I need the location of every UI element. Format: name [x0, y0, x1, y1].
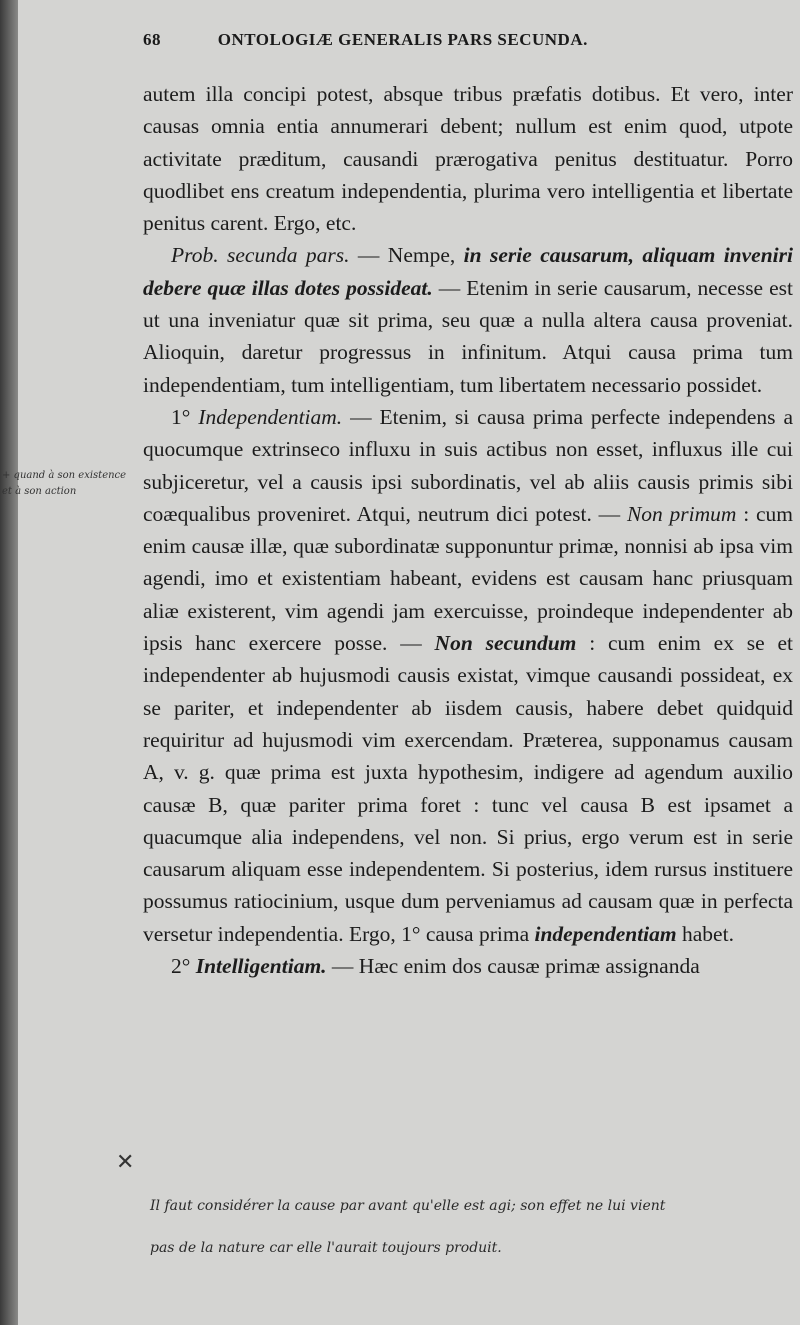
text-run: in serie causarum, aliquam inveniri debere quæ illas dotes possideat. — [143, 243, 793, 300]
handwritten-line: Il faut considérer la cause par avant qu'elle est agi; son effet ne lui vient — [150, 1198, 666, 1214]
margin-annotation — [2, 468, 152, 500]
text-run: — Nempe, — [349, 243, 464, 268]
paragraph — [143, 401, 793, 950]
text-run: Non primum — [626, 501, 737, 526]
book-page — [18, 0, 800, 1325]
body-text — [143, 78, 793, 982]
paragraph — [143, 78, 793, 239]
book-gutter — [0, 0, 18, 1325]
text-run: : cum enim causæ illæ, quæ subordinatæ supponuntur primæ, nonnisi ab ipsa vim agendi, imo et existentiam habeant, evidens est causam hanc priusquam aliæ existerent, vim agendi jam exercuisse, proindeque independenter ab ipsis hanc exercere posse. — — [143, 501, 793, 656]
text-run: Prob. secunda pars. — [171, 243, 350, 268]
text-run: 1° — [171, 404, 199, 429]
text-run: Intelligentiam. — [195, 954, 327, 979]
text-run: — Etenim, si causa prima perfecte independens a quocumque extrinseco influxu in suis actibus non esset, influxus ille cui subjiceretur, vel a causis ipsi subordinatis, vel ab aliis causis primis sibi coæqualibus proveniret. Atqui, neutrum dici potest. — — [143, 404, 793, 526]
margin-note-line: et à son action — [2, 486, 77, 497]
paragraph — [143, 950, 793, 982]
handwritten-x-mark: ✕ — [116, 1150, 135, 1175]
paragraph — [143, 239, 793, 400]
handwritten-line: pas de la nature car elle l'aurait toujours produit. — [150, 1240, 502, 1256]
text-run: — Hæc enim dos causæ primæ assignanda — [326, 954, 700, 979]
text-run: independentiam — [534, 921, 677, 946]
running-title: ONTOLOGIÆ GENERALIS PARS SECUNDA. — [217, 30, 588, 49]
text-run: Non secundum — [434, 631, 577, 656]
handwritten-footnote — [150, 1185, 790, 1269]
running-header — [143, 30, 793, 50]
text-run: : cum enim ex se et independenter ab hujusmodi causis existat, vimque causandi possideat, ex se pariter, et independenter ab iisdem causis, habere debet quidquid requiritur ad hujusmodi vim exercendam. Præterea, supponamus causam A, v. g. quæ prima est juxta hypothesim, indigere ad agendum auxilio causæ B, quæ pariter prima foret : tunc vel causa B est ipsamet a quacumque alia independens, vel non. Si prius, ergo verum est in serie causarum aliquam esse independentem. Si posterius, idem rursus instituere possumus ratiocinium, usque dum perveniamus ad causam quæ in perfecta versetur independentia. Ergo, 1° causa prima — [143, 631, 794, 946]
text-run: autem illa concipi potest, absque tribus præfatis dotibus. Et vero, inter causas omnia entia annumerari debent; nullum est enim quod, utpote activitate præditum, causandi prærogativa penitus destituatur. Porro quodlibet ens creatum independentia, plurima vero intelligentia et libertate penitus carent. Ergo, etc. — [143, 82, 793, 236]
page-number: 68 — [143, 30, 161, 49]
text-run: Independentiam. — [198, 404, 343, 429]
margin-note-line: + quand à son existence — [2, 470, 127, 481]
text-run: habet. — [676, 921, 734, 946]
text-run: — Etenim in serie causarum, necesse est ut una inveniatur quæ sit prima, seu quæ a nulla altera causa proveniat. Alioquin, daretur progressus in infinitum. Atqui causa prima tum independentiam, tum intelligentiam, tum libertatem necessario possidet. — [143, 275, 793, 397]
text-run: 2° — [171, 954, 196, 979]
